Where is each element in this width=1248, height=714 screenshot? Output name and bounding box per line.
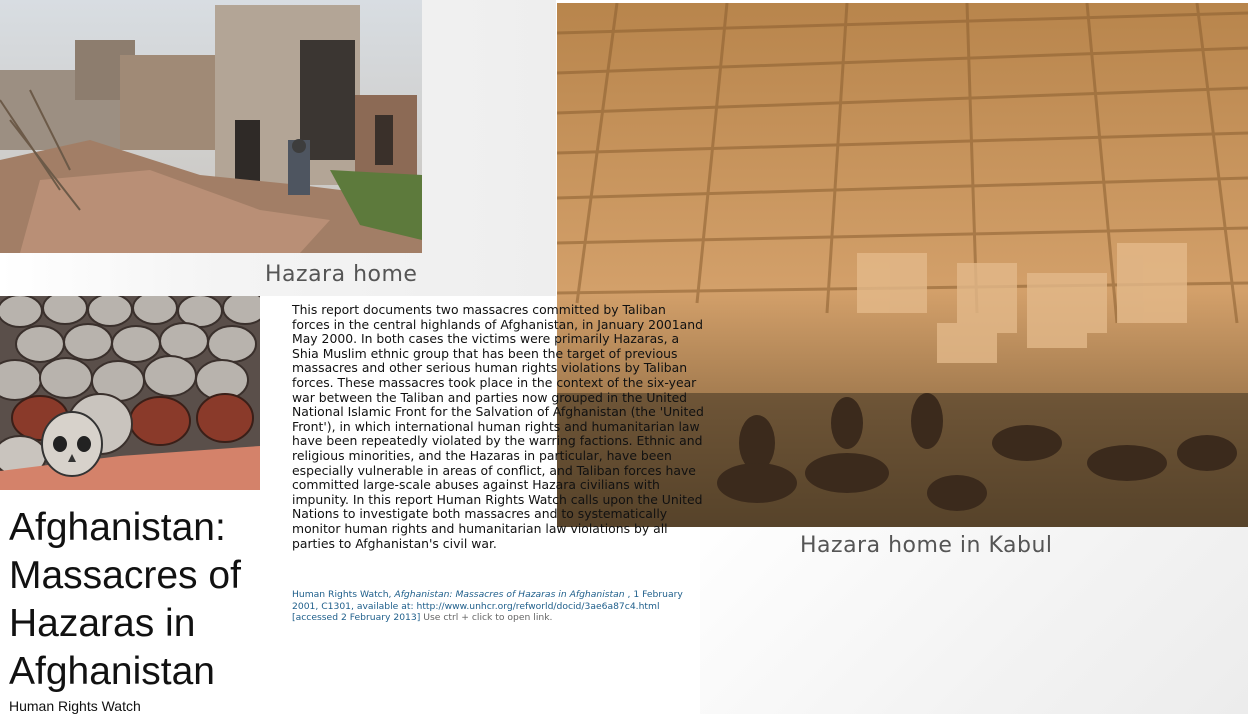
kabul-caption: Hazara home in Kabul (800, 533, 1053, 558)
destroyed-home-photo (0, 0, 422, 253)
title-line: Hazaras in (9, 602, 196, 645)
skulls-photo (0, 296, 260, 490)
citation-prefix: Human Rights Watch, (292, 589, 395, 600)
citation-title: Afghanistan: Massacres of Hazaras in Afghanistan (394, 589, 625, 600)
citation (292, 589, 702, 624)
author: Human Rights Watch (9, 698, 141, 714)
title-line: Massacres of (9, 554, 241, 597)
home-caption: Hazara home (265, 262, 418, 287)
title-line: Afghanistan (9, 650, 215, 693)
page-title (9, 504, 299, 696)
citation-hint: Use ctrl + click to open link. (420, 612, 553, 624)
title-line: Afghanistan: (9, 506, 226, 549)
report-summary: This report documents two massacres committed by Taliban forces in the central highlands of Afghanistan, in January 2001and May 2000. In both cases the victims were primarily Hazaras, a Shia Muslim ethnic group that has been the target of previous massacres and other serious human rights violations by Taliban forces. These massacres took place in the context of the six-year war between the Taliban and parties now grouped in the United National Islamic Front for the Salvation of Afghanistan (the 'United Front'), in which international human rights and humanitarian law have been repeatedly violated by the warring factions. Ethnic and religious minorities, and the Hazaras in particular, have been especially vulnerable in areas of conflict, and Taliban forces have committed large-scale abuses against Hazara civilians with impunity. In this report Human Rights Watch calls upon the United Nations to investigate both massacres and to systematically monitor human rights and humanitarian law violations by all parties to Afghanistan's civil war. (292, 302, 704, 551)
citation-link[interactable]: , 1 February 2001, C1301, available at: http://www.unhcr.org/refworld/docid/3ae6a87c4.html [accessed 2 February 2013] (292, 589, 683, 624)
